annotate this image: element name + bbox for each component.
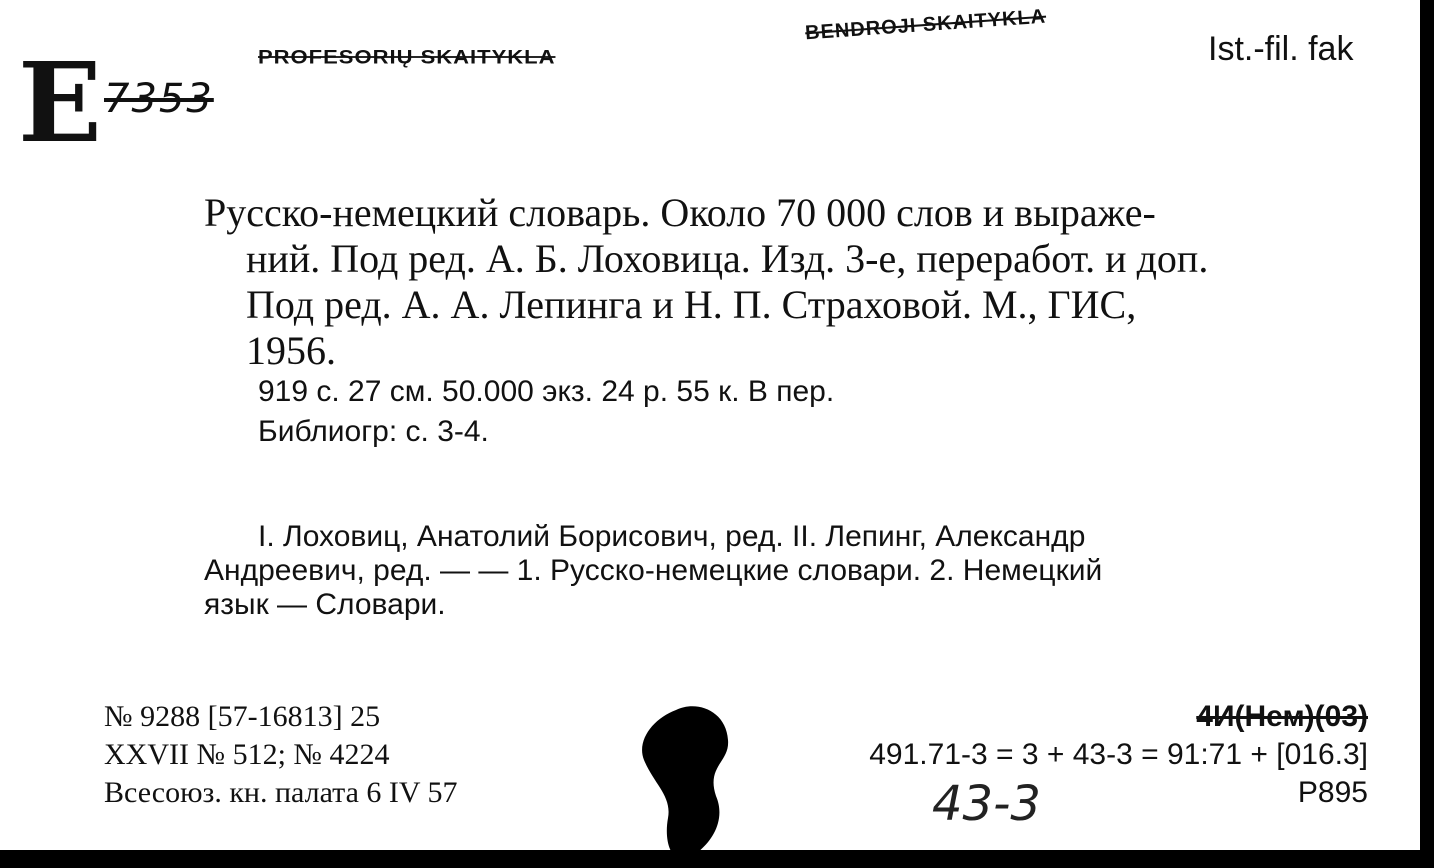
card-edge-right [1420, 0, 1434, 868]
registry-line: Всесоюз. кн. палата 6 IV 57 [104, 776, 458, 809]
collation [258, 372, 834, 452]
registry-info [104, 698, 458, 812]
tracing-line: Андреевич, ред. — — 1. Русско-немецкие словари. 2. Немецкий [204, 554, 1103, 587]
classification-index: 491.71-3 = 3 + 43-3 = 91:71 + [016.3] [869, 738, 1368, 771]
bibliography-note: Библиогр: с. 3-4. [258, 415, 489, 448]
registry-line: № 9288 [57-16813] 25 [104, 700, 381, 733]
registry-line: XXVII № 512; № 4224 [104, 738, 390, 771]
author-code: Р895 [1297, 776, 1368, 809]
general-reading-room-stamp: BENDROJI SKAITYKLA [804, 5, 1047, 45]
ink-blot [636, 700, 746, 850]
tracing-line: язык — Словари. [204, 588, 446, 621]
tracings [204, 520, 1372, 622]
faculty-stamp: Ist.-fil. fak [1208, 30, 1354, 68]
card-edge-bottom [0, 850, 1434, 868]
entry-line: ний. Под ред. А. Б. Лоховица. Изд. 3-е, переработ. и доп. [246, 236, 1209, 281]
entry-line: 1956. [246, 328, 336, 373]
entry-line: Под ред. А. А. Лепинга и Н. П. Страховой. М., ГИС, [246, 282, 1137, 327]
entry-line: Русско-немецкий словарь. Около 70 000 слов и выраже- [204, 190, 1156, 235]
call-number-digits: 7353 [104, 76, 214, 122]
call-number-letter: E [18, 38, 102, 167]
tracing-line: I. Лоховиц, Анатолий Борисович, ред. II. Лепинг, Александр [258, 520, 1086, 553]
handwritten-note: 43-3 [932, 776, 1041, 832]
professors-reading-room-stamp: PROFESORIŲ SKAITYKLA [258, 45, 556, 68]
collation-line: 919 с. 27 см. 50.000 экз. 24 р. 55 к. В пер. [258, 375, 835, 408]
bibliographic-entry [204, 190, 1372, 374]
old-classification: 4И(Нем)(03) [1196, 700, 1368, 733]
ink-blot-shape [636, 700, 746, 850]
